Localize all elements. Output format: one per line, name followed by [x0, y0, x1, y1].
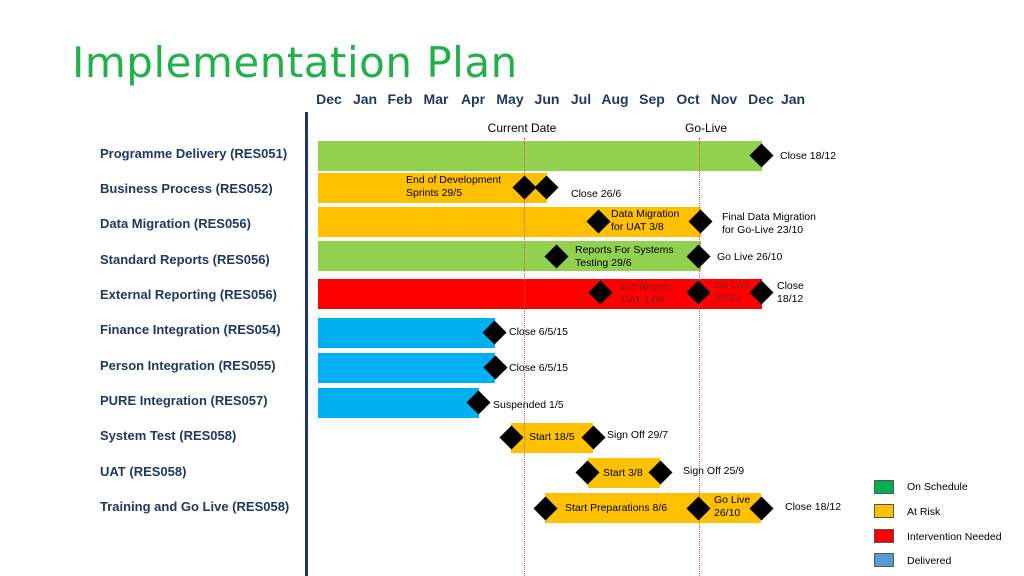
row-label-pure-integration: PURE Integration (RES057): [100, 393, 268, 408]
legend-swatch-at-risk: [874, 504, 894, 518]
annotation-go-live: Go Live: [714, 494, 751, 506]
row-label-person-integration: Person Integration (RES055): [100, 358, 276, 373]
annotation-final-dm: Final Data Migration: [722, 211, 816, 223]
month-label: Feb: [387, 91, 413, 107]
annotation-ext-report: Ext Report: [621, 281, 671, 293]
month-label: Aug: [601, 91, 629, 107]
legend-label: On Schedule: [907, 481, 968, 493]
annotation-sign-off: Sign Off 29/7: [607, 429, 669, 441]
row-label-finance-integration: Finance Integration (RES054): [100, 322, 281, 337]
legend-label: Intervention Needed: [907, 531, 1002, 543]
annotation-close: Close 18/12: [785, 501, 842, 513]
month-label: Jan: [780, 91, 806, 107]
timeline-divider: [305, 112, 308, 576]
annotation-reports: Reports For Systems: [575, 244, 674, 256]
row-label-uat: UAT (RES058): [100, 464, 187, 479]
annotation-dm-uat: for UAT 3/8: [611, 221, 664, 233]
page-title: Implementation Plan: [72, 38, 518, 87]
row-label-data-migration: Data Migration (RES056): [100, 216, 251, 231]
annotation-start: Start 18/5: [529, 431, 575, 443]
annotation-close: Close 18/12: [780, 150, 837, 162]
annotation-close: 18/12: [777, 293, 804, 305]
month-label: Oct: [676, 91, 700, 107]
month-label: May: [496, 91, 524, 107]
bar-finance-integration: [318, 318, 495, 348]
row-label-programme-delivery: Programme Delivery (RES051): [100, 146, 288, 161]
annotation-start: Start 3/8: [603, 467, 643, 479]
month-label: Apr: [460, 91, 486, 107]
row-label-external-reporting: External Reporting (RES056): [100, 287, 277, 302]
row-label-system-test: System Test (RES058): [100, 428, 237, 443]
legend-swatch-delivered: [874, 553, 894, 567]
bar-pure-integration: [318, 388, 479, 418]
month-label: Jan: [352, 91, 378, 107]
bar-person-integration: [318, 353, 495, 383]
current-date-label: Current Date: [487, 121, 557, 135]
annotation-start-prep: Start Preparations 8/6: [565, 502, 668, 514]
month-label: Jul: [570, 91, 592, 107]
legend-label: At Risk: [907, 506, 941, 518]
annotation-dm-uat: Data Migration: [611, 208, 680, 220]
annotation-go-live: Go Live: [714, 279, 751, 291]
annotation-end-dev: End of Development: [406, 174, 502, 186]
month-label: Sep: [639, 91, 665, 107]
annotation-ext-report: UAT 14/8: [621, 294, 665, 306]
bar-programme-delivery: [318, 141, 762, 171]
annotation-close: Close 6/5/15: [509, 362, 568, 374]
legend-swatch-intervention: [874, 529, 894, 543]
month-label: Jun: [534, 91, 560, 107]
month-label: Dec: [316, 91, 342, 107]
annotation-end-dev: Sprints 29/5: [406, 187, 463, 199]
annotation-suspended: Suspended 1/5: [493, 399, 564, 411]
annotation-close: Close 6/5/15: [509, 326, 568, 338]
annotation-go-live: Go Live 26/10: [717, 251, 783, 263]
month-label: Mar: [423, 91, 449, 107]
legend-label: Delivered: [907, 555, 952, 567]
current-date-line: [524, 138, 525, 576]
month-label: Nov: [710, 91, 738, 107]
annotation-reports: Testing 29/6: [575, 257, 632, 269]
month-label: Dec: [748, 91, 774, 107]
annotation-go-live: 26/10: [714, 507, 741, 519]
go-live-label: Go-Live: [684, 121, 728, 135]
annotation-close: Close: [777, 280, 804, 292]
annotation-final-dm: for Go-Live 23/10: [722, 224, 804, 236]
row-label-standard-reports: Standard Reports (RES056): [100, 252, 270, 267]
row-label-business-process: Business Process (RES052): [100, 181, 273, 196]
annotation-close: Close 26/6: [571, 188, 622, 200]
legend-swatch-on-schedule: [874, 480, 894, 494]
annotation-go-live: 26/10: [714, 292, 741, 304]
annotation-sign-off: Sign Off 25/9: [683, 465, 745, 477]
row-label-training-go-live: Training and Go Live (RES058): [100, 499, 290, 514]
